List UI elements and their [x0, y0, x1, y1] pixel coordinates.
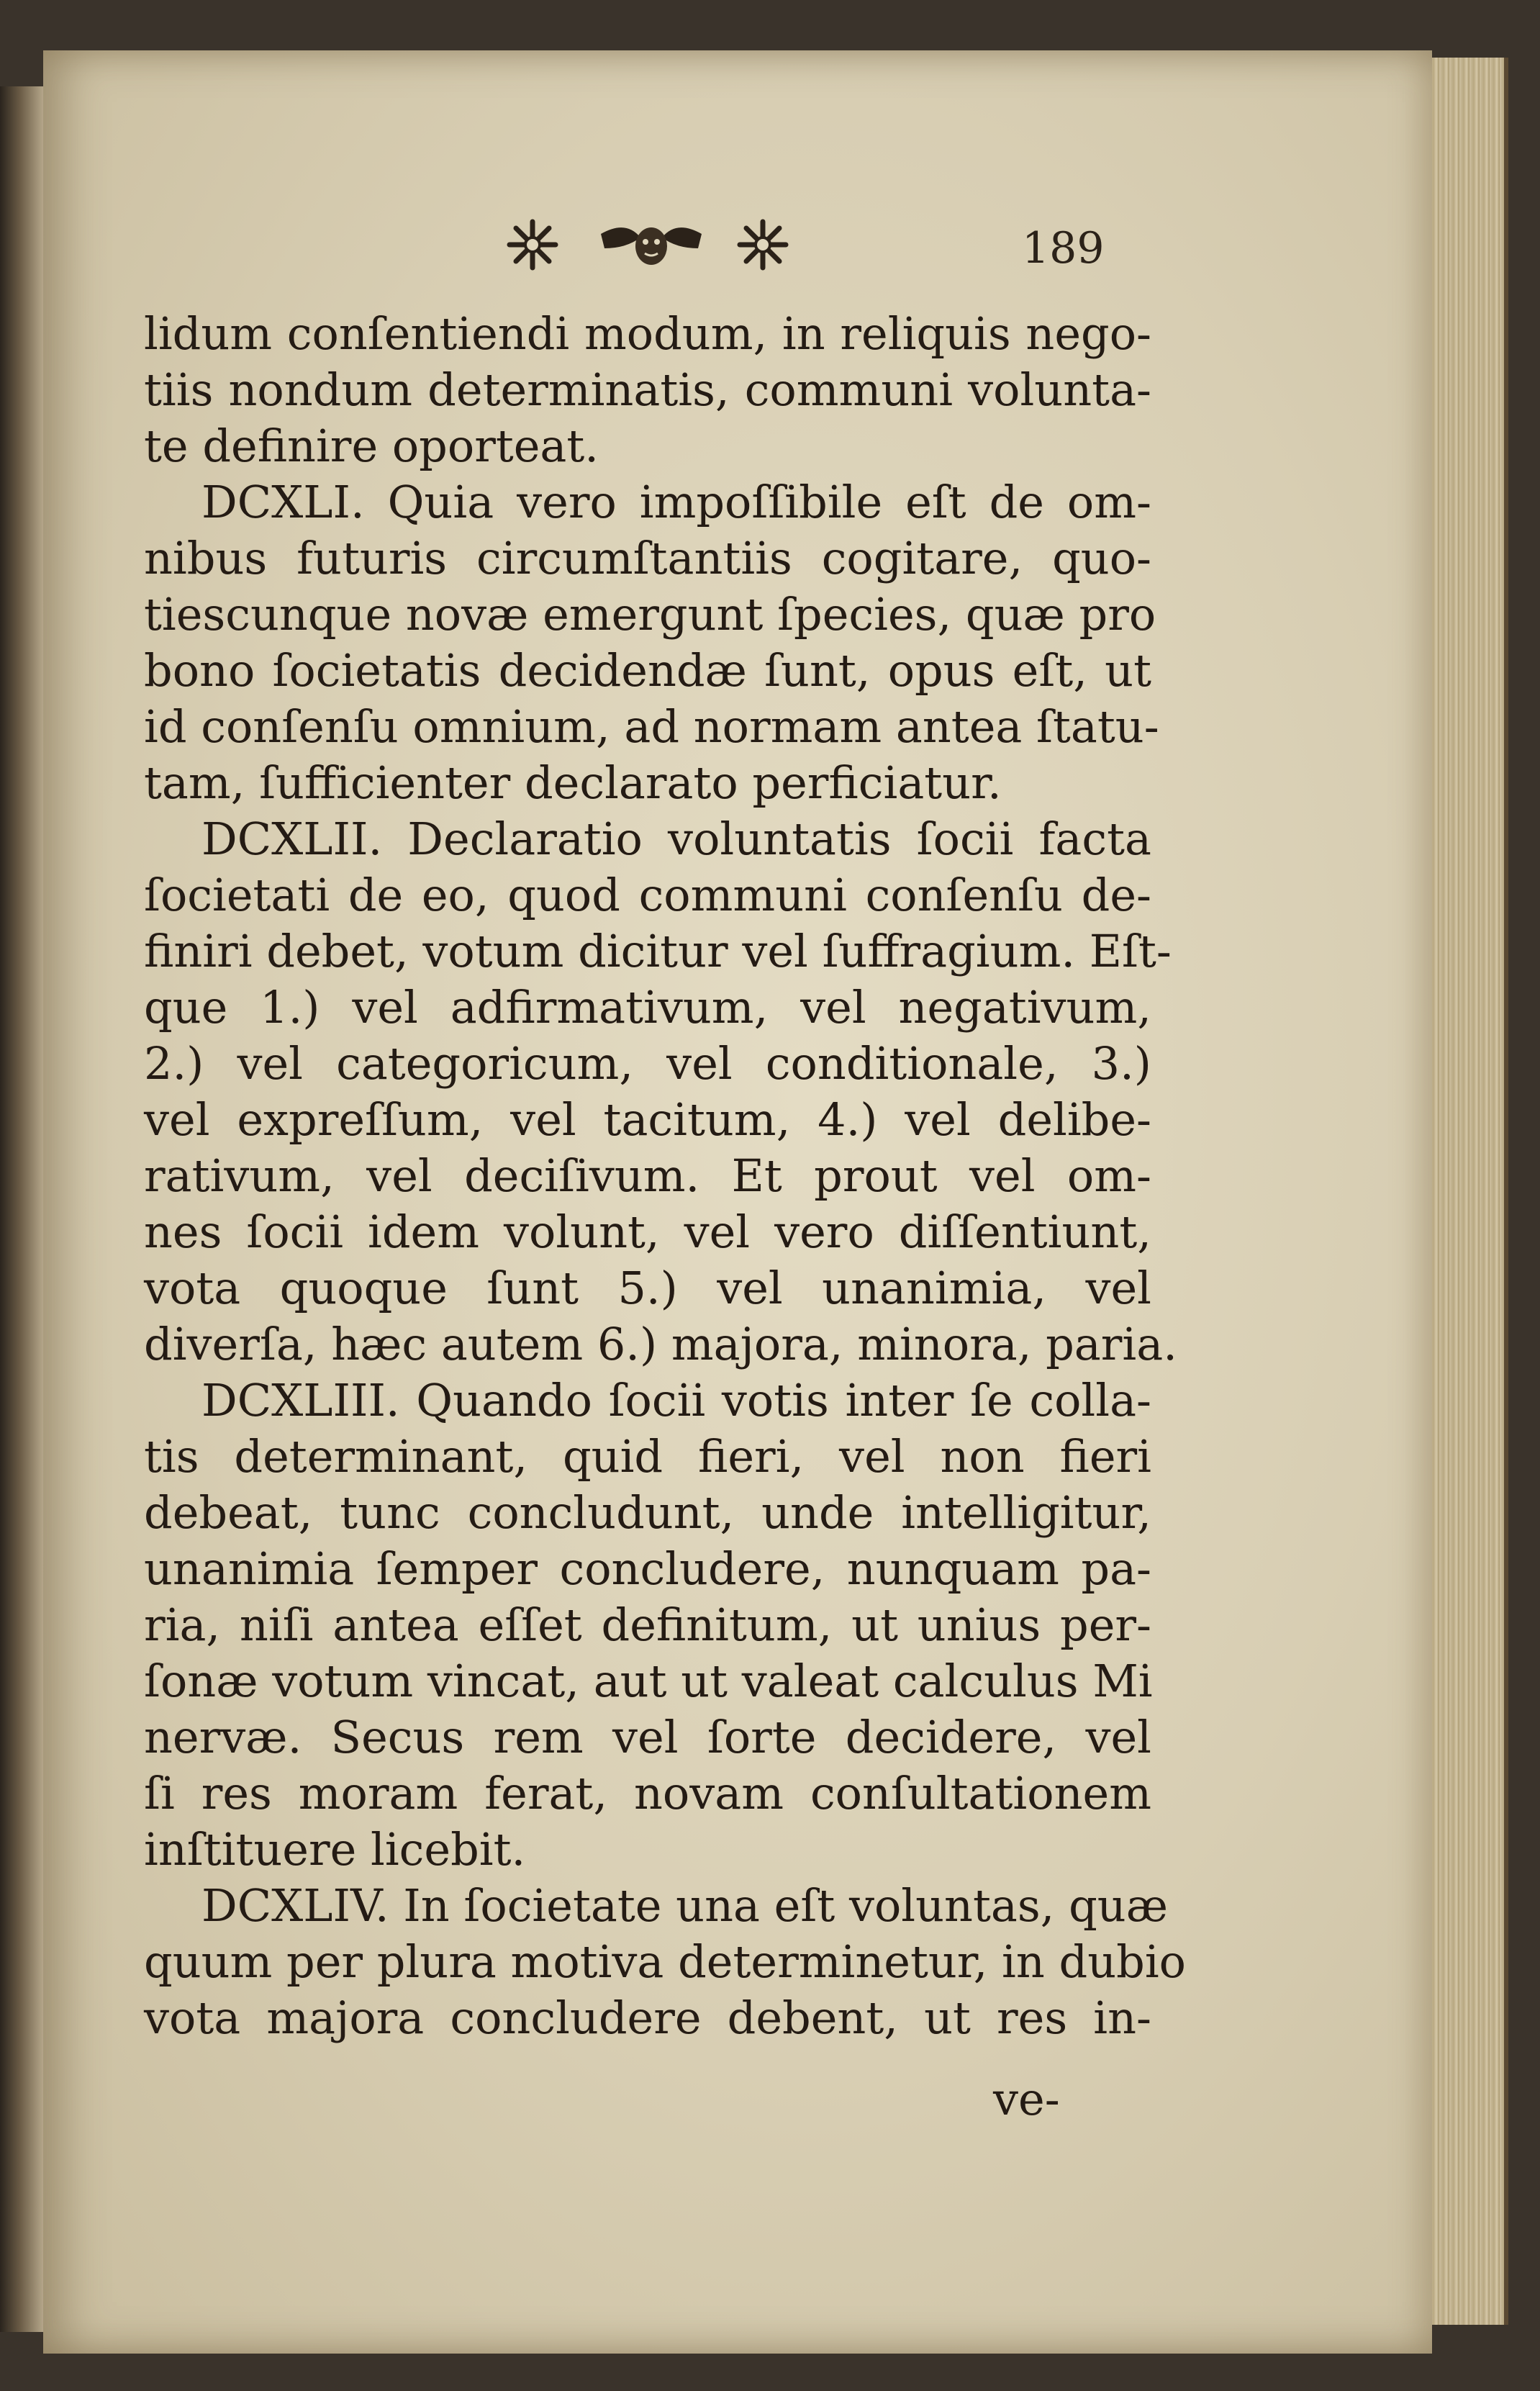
text-line: ria, niſi antea eſſet definitum, ut unius per-: [144, 1599, 1151, 1651]
page-header: [504, 216, 1511, 281]
text-line: vel expreſſum, vel tacitum, 4.) vel delibe-: [144, 1093, 1151, 1146]
winged-face-ornament-icon: [597, 216, 705, 274]
text-line: nes ſocii idem volunt, vel vero diſſentiunt,: [144, 1206, 1151, 1258]
text-line: DCXLII. Declaratio voluntatis ſocii facta: [201, 813, 1151, 865]
text-line: DCXLI. Quia vero impoſſibile eſt de om-: [201, 476, 1151, 528]
text-line: inſtituere licebit.: [144, 1823, 526, 1876]
text-line: nervæ. Secus rem vel ſorte decidere, vel: [144, 1711, 1151, 1763]
text-line: vota majora concludere debent, ut res in-: [144, 1992, 1151, 2044]
text-line: te definire oporteat.: [144, 420, 599, 472]
catchword: ve-: [993, 2073, 1060, 2125]
text-line: ſocietati de eo, quod communi conſenſu de-: [144, 869, 1151, 921]
text-line: tis determinant, quid fieri, vel non fieri: [144, 1430, 1151, 1483]
text-line: ſi res moram ferat, novam conſultationem: [144, 1767, 1151, 1820]
text-line: vota quoque ſunt 5.) vel unanimia, vel: [144, 1262, 1151, 1314]
star-ornament-icon: [504, 216, 561, 274]
text-line: finiri debet, votum dicitur vel ſuffragium. Eſt-: [144, 925, 1172, 977]
text-line: que 1.) vel adfirmativum, vel negativum,: [144, 981, 1151, 1034]
text-line: quum per plura motiva determinetur, in dubio: [144, 1935, 1186, 1988]
text-line: 2.) vel categoricum, vel conditionale, 3.): [144, 1037, 1151, 1090]
text-line: rativum, vel deciſivum. Et prout vel om-: [144, 1149, 1151, 1202]
body-text: [144, 306, 1186, 2046]
text-line: tiescunque novæ emergunt ſpecies, quæ pro: [144, 588, 1156, 641]
text-line: diverſa, hæc autem 6.) majora, minora, paria.: [144, 1318, 1177, 1370]
text-line: lidum conſentiendi modum, in reliquis nego-: [144, 307, 1151, 360]
text-line: id conſenſu omnium, ad normam antea ſtatu-: [144, 700, 1159, 753]
star-ornament-icon: [734, 216, 792, 274]
text-line: DCXLIV. In ſocietate una eſt voluntas, quæ: [201, 1879, 1168, 1932]
text-line: tam, ſufficienter declarato perficiatur.: [144, 756, 1002, 809]
text-line: debeat, tunc concludunt, unde intelligitur,: [144, 1486, 1151, 1539]
text-line: ſonæ votum vincat, aut ut valeat calculus Mi: [144, 1655, 1153, 1707]
text-line: bono ſocietatis decidendæ ſunt, opus eſt, ut: [144, 644, 1151, 697]
text-line: DCXLIII. Quando ſocii votis inter ſe colla-: [201, 1374, 1151, 1427]
text-line: unanimia ſemper concludere, nunquam pa-: [144, 1542, 1151, 1595]
book-page: [43, 50, 1432, 2354]
text-line: tiis nondum determinatis, communi volunta-: [144, 363, 1151, 416]
page-number: 189: [1022, 223, 1105, 274]
text-line: nibus futuris circumſtantiis cogitare, quo-: [144, 532, 1151, 584]
